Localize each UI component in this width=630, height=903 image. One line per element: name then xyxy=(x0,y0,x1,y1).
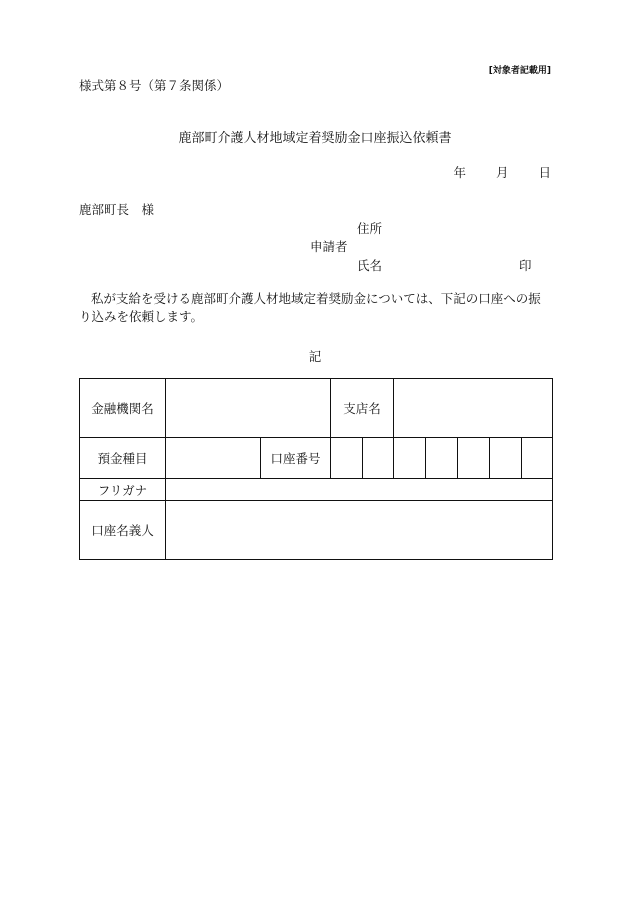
usage-tag: [対象者記載用] xyxy=(488,66,551,76)
account-digit-6[interactable] xyxy=(490,438,522,479)
account-digit-1[interactable] xyxy=(331,438,363,479)
request-text: 私が支給を受ける鹿部町介護人材地域定着奨励金については、下記の口座への振り込みを依頼します。 xyxy=(79,291,541,324)
bank-name-field[interactable] xyxy=(166,379,331,438)
account-holder-label: 口座名義人 xyxy=(80,501,166,560)
page-title: 鹿部町介護人材地域定着奨励金口座振込依頼書 xyxy=(178,131,452,146)
account-holder-field[interactable] xyxy=(166,501,553,560)
bank-account-table xyxy=(79,378,553,560)
seal-label: 印 xyxy=(519,258,532,273)
date-line xyxy=(453,163,551,181)
bank-name-label: 金融機関名 xyxy=(80,379,166,438)
date-month-label: 月 xyxy=(495,165,509,180)
branch-field[interactable] xyxy=(394,379,553,438)
applicant-name-label: 氏名 xyxy=(357,258,383,273)
addressee: 鹿部町長 様 xyxy=(79,202,155,217)
account-digit-3[interactable] xyxy=(394,438,426,479)
form-number: 様式第８号（第７条関係） xyxy=(79,78,230,93)
applicant-label: 申請者 xyxy=(310,239,348,254)
account-digit-4[interactable] xyxy=(426,438,458,479)
furigana-field[interactable] xyxy=(166,479,553,501)
deposit-type-label: 預金種目 xyxy=(80,438,166,479)
furigana-label: フリガナ xyxy=(80,479,166,501)
account-digit-2[interactable] xyxy=(363,438,394,479)
applicant-address-label: 住所 xyxy=(357,221,383,236)
date-day-label: 日 xyxy=(538,165,551,180)
branch-label: 支店名 xyxy=(331,379,394,438)
ki-label: 記 xyxy=(308,349,322,364)
account-number-label: 口座番号 xyxy=(261,438,331,479)
deposit-type-field[interactable] xyxy=(166,438,261,479)
account-digit-5[interactable] xyxy=(458,438,490,479)
date-year-label: 年 xyxy=(453,165,466,180)
account-digit-7[interactable] xyxy=(522,438,553,479)
